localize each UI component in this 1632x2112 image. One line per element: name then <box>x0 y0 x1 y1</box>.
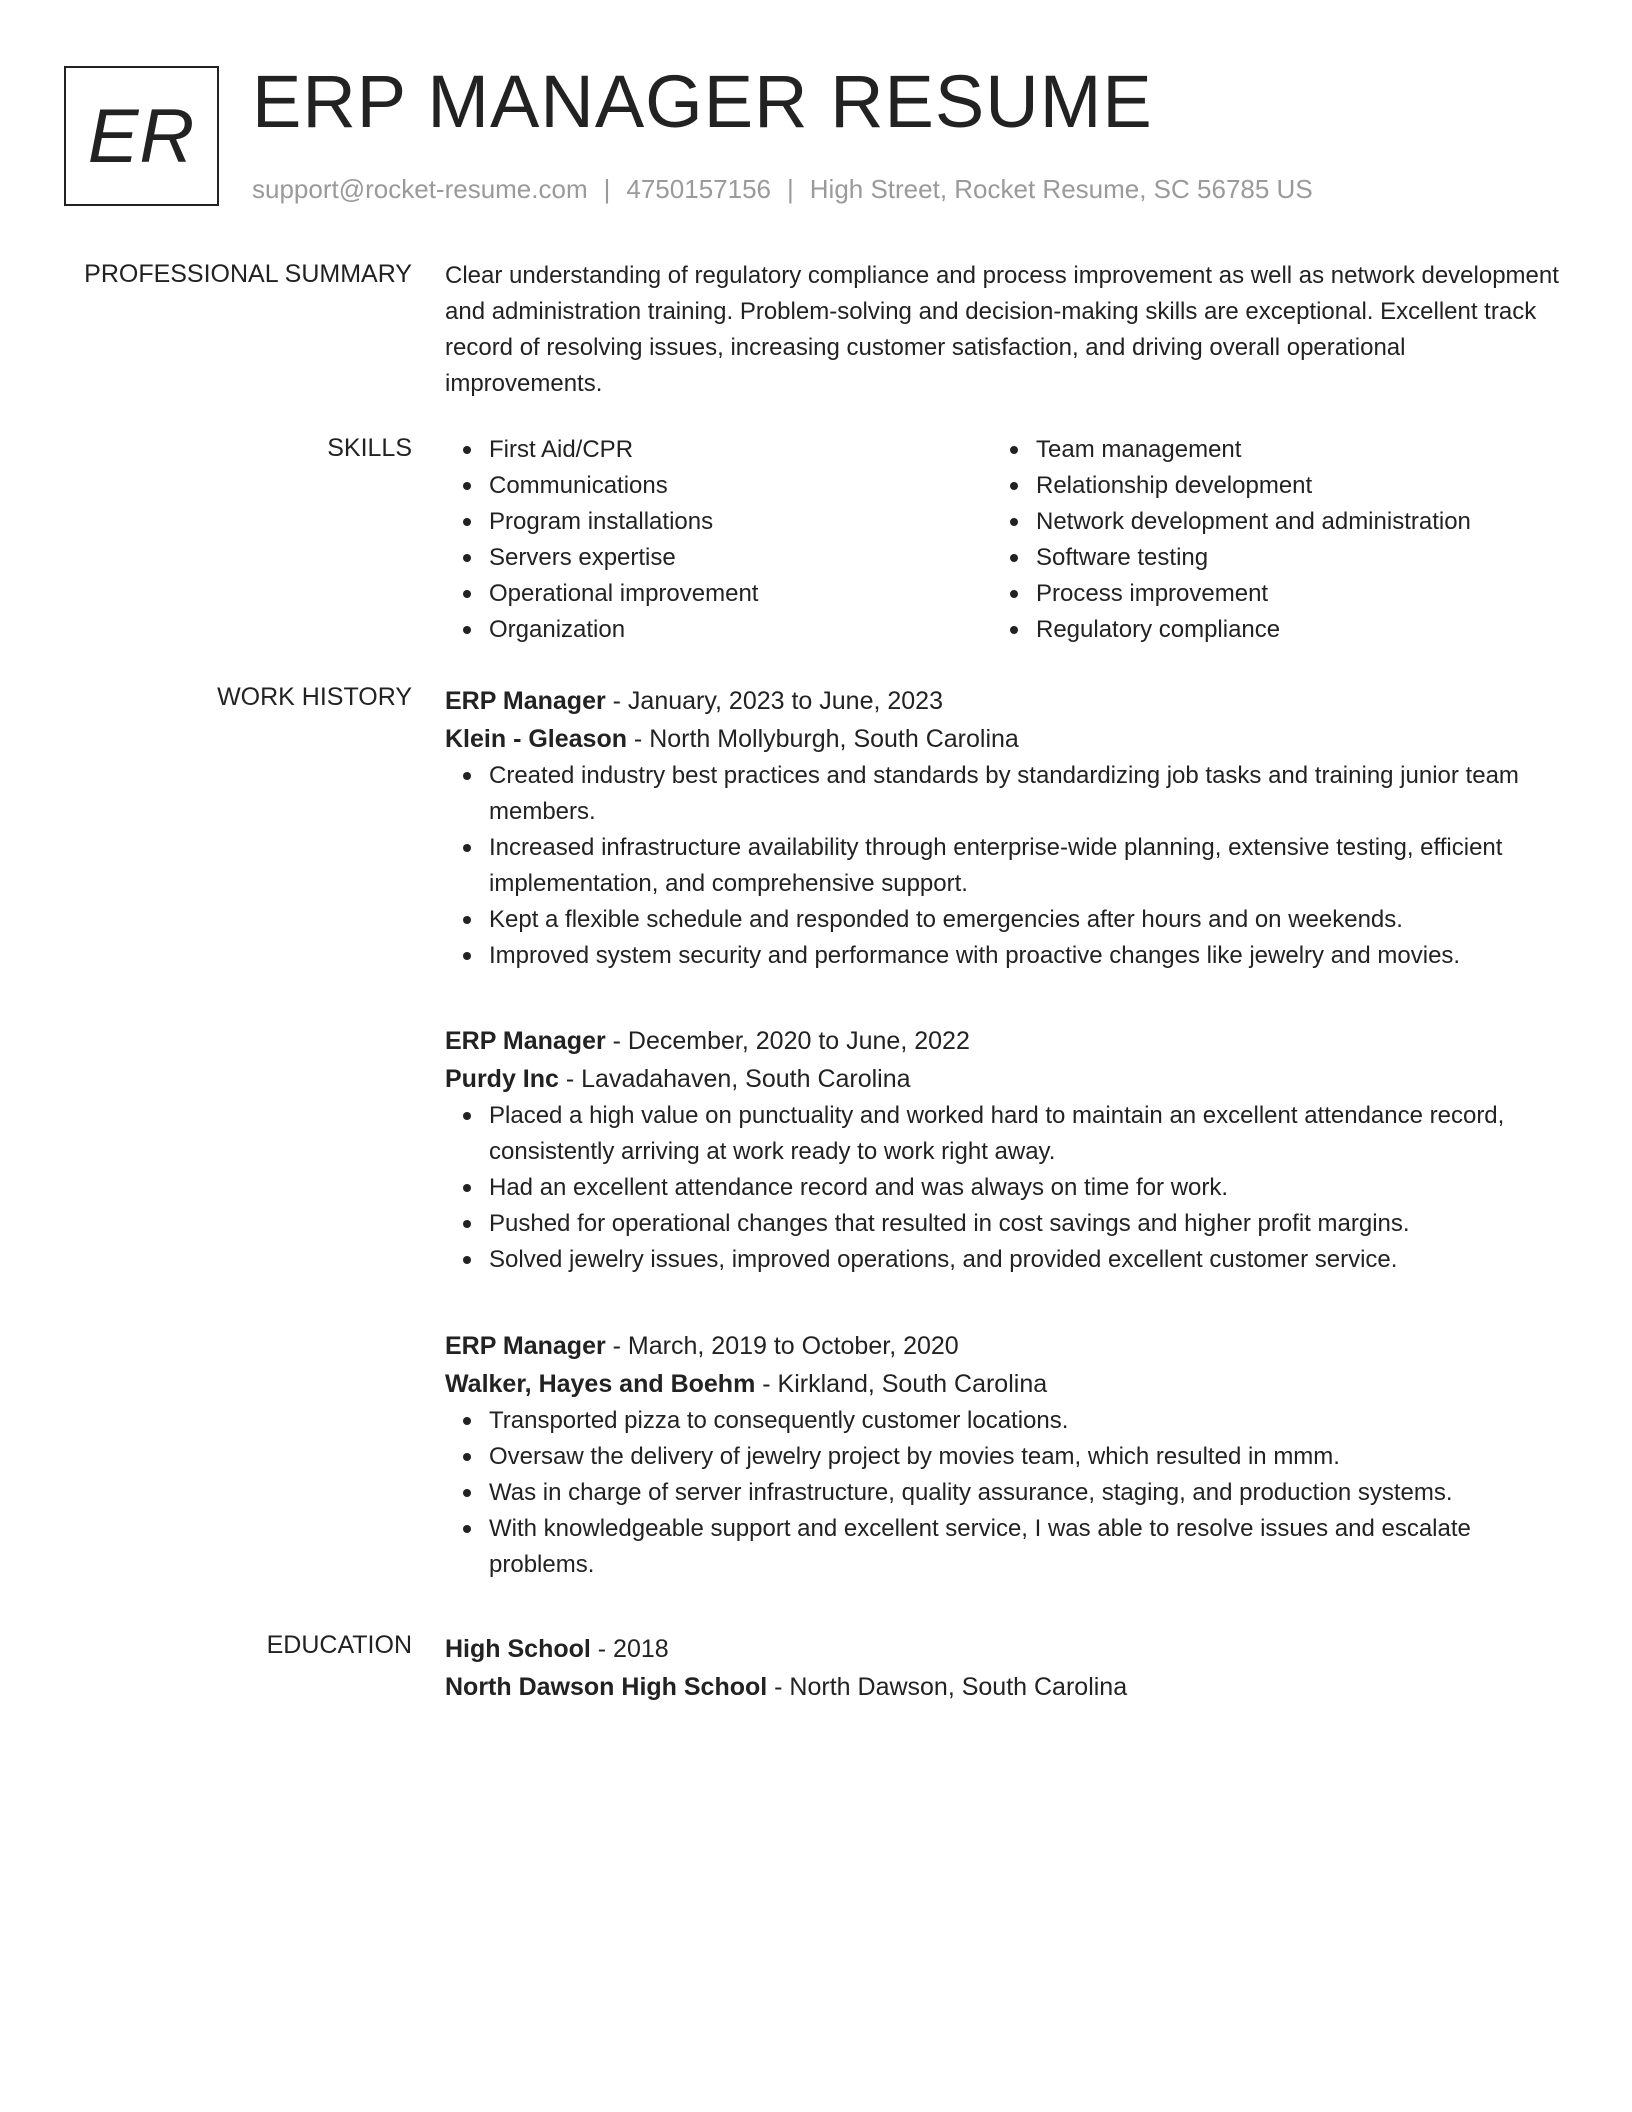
job-company-line <box>445 1060 1560 1098</box>
job-title: ERP Manager <box>445 687 606 715</box>
job-title: ERP Manager <box>445 1332 606 1360</box>
resume-title: ERP MANAGER RESUME <box>252 60 1153 143</box>
job-entry <box>445 1327 1560 1583</box>
skill-item: Team management <box>1036 432 1539 468</box>
job-location: - Lavadahaven, South Carolina <box>558 1065 911 1093</box>
job-title-line <box>445 682 1560 720</box>
education-school: North Dawson High School <box>445 1673 768 1701</box>
job-company: Klein - Gleason <box>445 725 627 753</box>
contact-phone[interactable]: 4750157156 <box>626 174 771 204</box>
contact-email[interactable]: support@rocket-resume.com <box>252 174 588 204</box>
job-bullets <box>445 758 1560 974</box>
job-dates: - December, 2020 to June, 2022 <box>605 1027 970 1055</box>
job-company-line <box>445 1365 1560 1403</box>
job-bullet: Was in charge of server infrastructure, quality assurance, staging, and production systems. <box>489 1475 1560 1511</box>
contact-line <box>252 172 1313 206</box>
job-entry <box>445 1022 1560 1278</box>
job-bullet: Pushed for operational changes that resulted in cost savings and higher profit margins. <box>489 1206 1560 1242</box>
job-location: - North Mollyburgh, South Carolina <box>626 725 1019 753</box>
job-title: ERP Manager <box>445 1027 606 1055</box>
skill-item: Regulatory compliance <box>1036 612 1539 648</box>
job-bullet: Increased infrastructure availability through enterprise-wide planning, extensive testing, efficient implementation, and comprehensive support. <box>489 830 1560 902</box>
education-degree: High School <box>445 1635 591 1663</box>
skills-column-right <box>992 432 1539 648</box>
skills-column-left <box>445 432 992 648</box>
monogram-logo: ER <box>64 66 219 206</box>
contact-separator: | <box>603 174 611 204</box>
education-school-line <box>445 1668 1560 1706</box>
skill-item: Servers expertise <box>489 540 992 576</box>
education-entry <box>445 1630 1560 1706</box>
job-bullet: Oversaw the delivery of jewelry project by movies team, which resulted in mmm. <box>489 1439 1560 1475</box>
job-bullet: Created industry best practices and standards by standardizing job tasks and training junior team members. <box>489 758 1560 830</box>
job-bullet: Improved system security and performance with proactive changes like jewelry and movies. <box>489 938 1560 974</box>
job-dates: - March, 2019 to October, 2020 <box>605 1332 959 1360</box>
education-degree-line <box>445 1630 1560 1668</box>
skill-item: Organization <box>489 612 992 648</box>
contact-separator: | <box>787 174 794 204</box>
education-location: - North Dawson, South Carolina <box>767 1673 1128 1701</box>
job-bullet: Transported pizza to consequently customer locations. <box>489 1403 1560 1439</box>
job-title-line <box>445 1022 1560 1060</box>
education-year: - 2018 <box>590 1635 669 1663</box>
job-bullet: Solved jewelry issues, improved operations, and provided excellent customer service. <box>489 1242 1560 1278</box>
skill-item: First Aid/CPR <box>489 432 992 468</box>
job-bullet: Had an excellent attendance record and was always on time for work. <box>489 1170 1560 1206</box>
job-bullet: With knowledgeable support and excellent service, I was able to resolve issues and escalate problems. <box>489 1511 1560 1583</box>
skills-list <box>445 432 1560 648</box>
skill-item: Program installations <box>489 504 992 540</box>
job-bullets <box>445 1403 1560 1583</box>
job-company-line <box>445 720 1560 758</box>
job-entry <box>445 682 1560 974</box>
skill-item: Process improvement <box>1036 576 1539 612</box>
job-bullet: Kept a flexible schedule and responded to emergencies after hours and on weekends. <box>489 902 1560 938</box>
skill-item: Operational improvement <box>489 576 992 612</box>
section-label-skills: SKILLS <box>327 434 412 462</box>
summary-text: Clear understanding of regulatory compliance and process improvement as well as network development and administration training. Problem-solving and decision-making skills are exceptional. Excellent track record of resolving issues, increasing customer satisfaction, and driving overall operational improvements. <box>445 262 1559 397</box>
job-dates: - January, 2023 to June, 2023 <box>605 687 943 715</box>
job-company: Purdy Inc <box>445 1065 559 1093</box>
skill-item: Communications <box>489 468 992 504</box>
job-bullets <box>445 1098 1560 1278</box>
skill-item: Network development and administration <box>1036 504 1539 540</box>
contact-address: High Street, Rocket Resume, SC 56785 US <box>809 174 1313 204</box>
skill-item: Relationship development <box>1036 468 1539 504</box>
skill-item: Software testing <box>1036 540 1539 576</box>
job-bullet: Placed a high value on punctuality and worked hard to maintain an excellent attendance record, consistently arriving at work ready to work right away. <box>489 1098 1560 1170</box>
section-label-summary: PROFESSIONAL SUMMARY <box>84 260 412 288</box>
job-company: Walker, Hayes and Boehm <box>445 1370 756 1398</box>
job-location: - Kirkland, South Carolina <box>755 1370 1048 1398</box>
section-label-education: EDUCATION <box>266 1631 412 1659</box>
job-title-line <box>445 1327 1560 1365</box>
section-label-work-history: WORK HISTORY <box>217 683 412 711</box>
